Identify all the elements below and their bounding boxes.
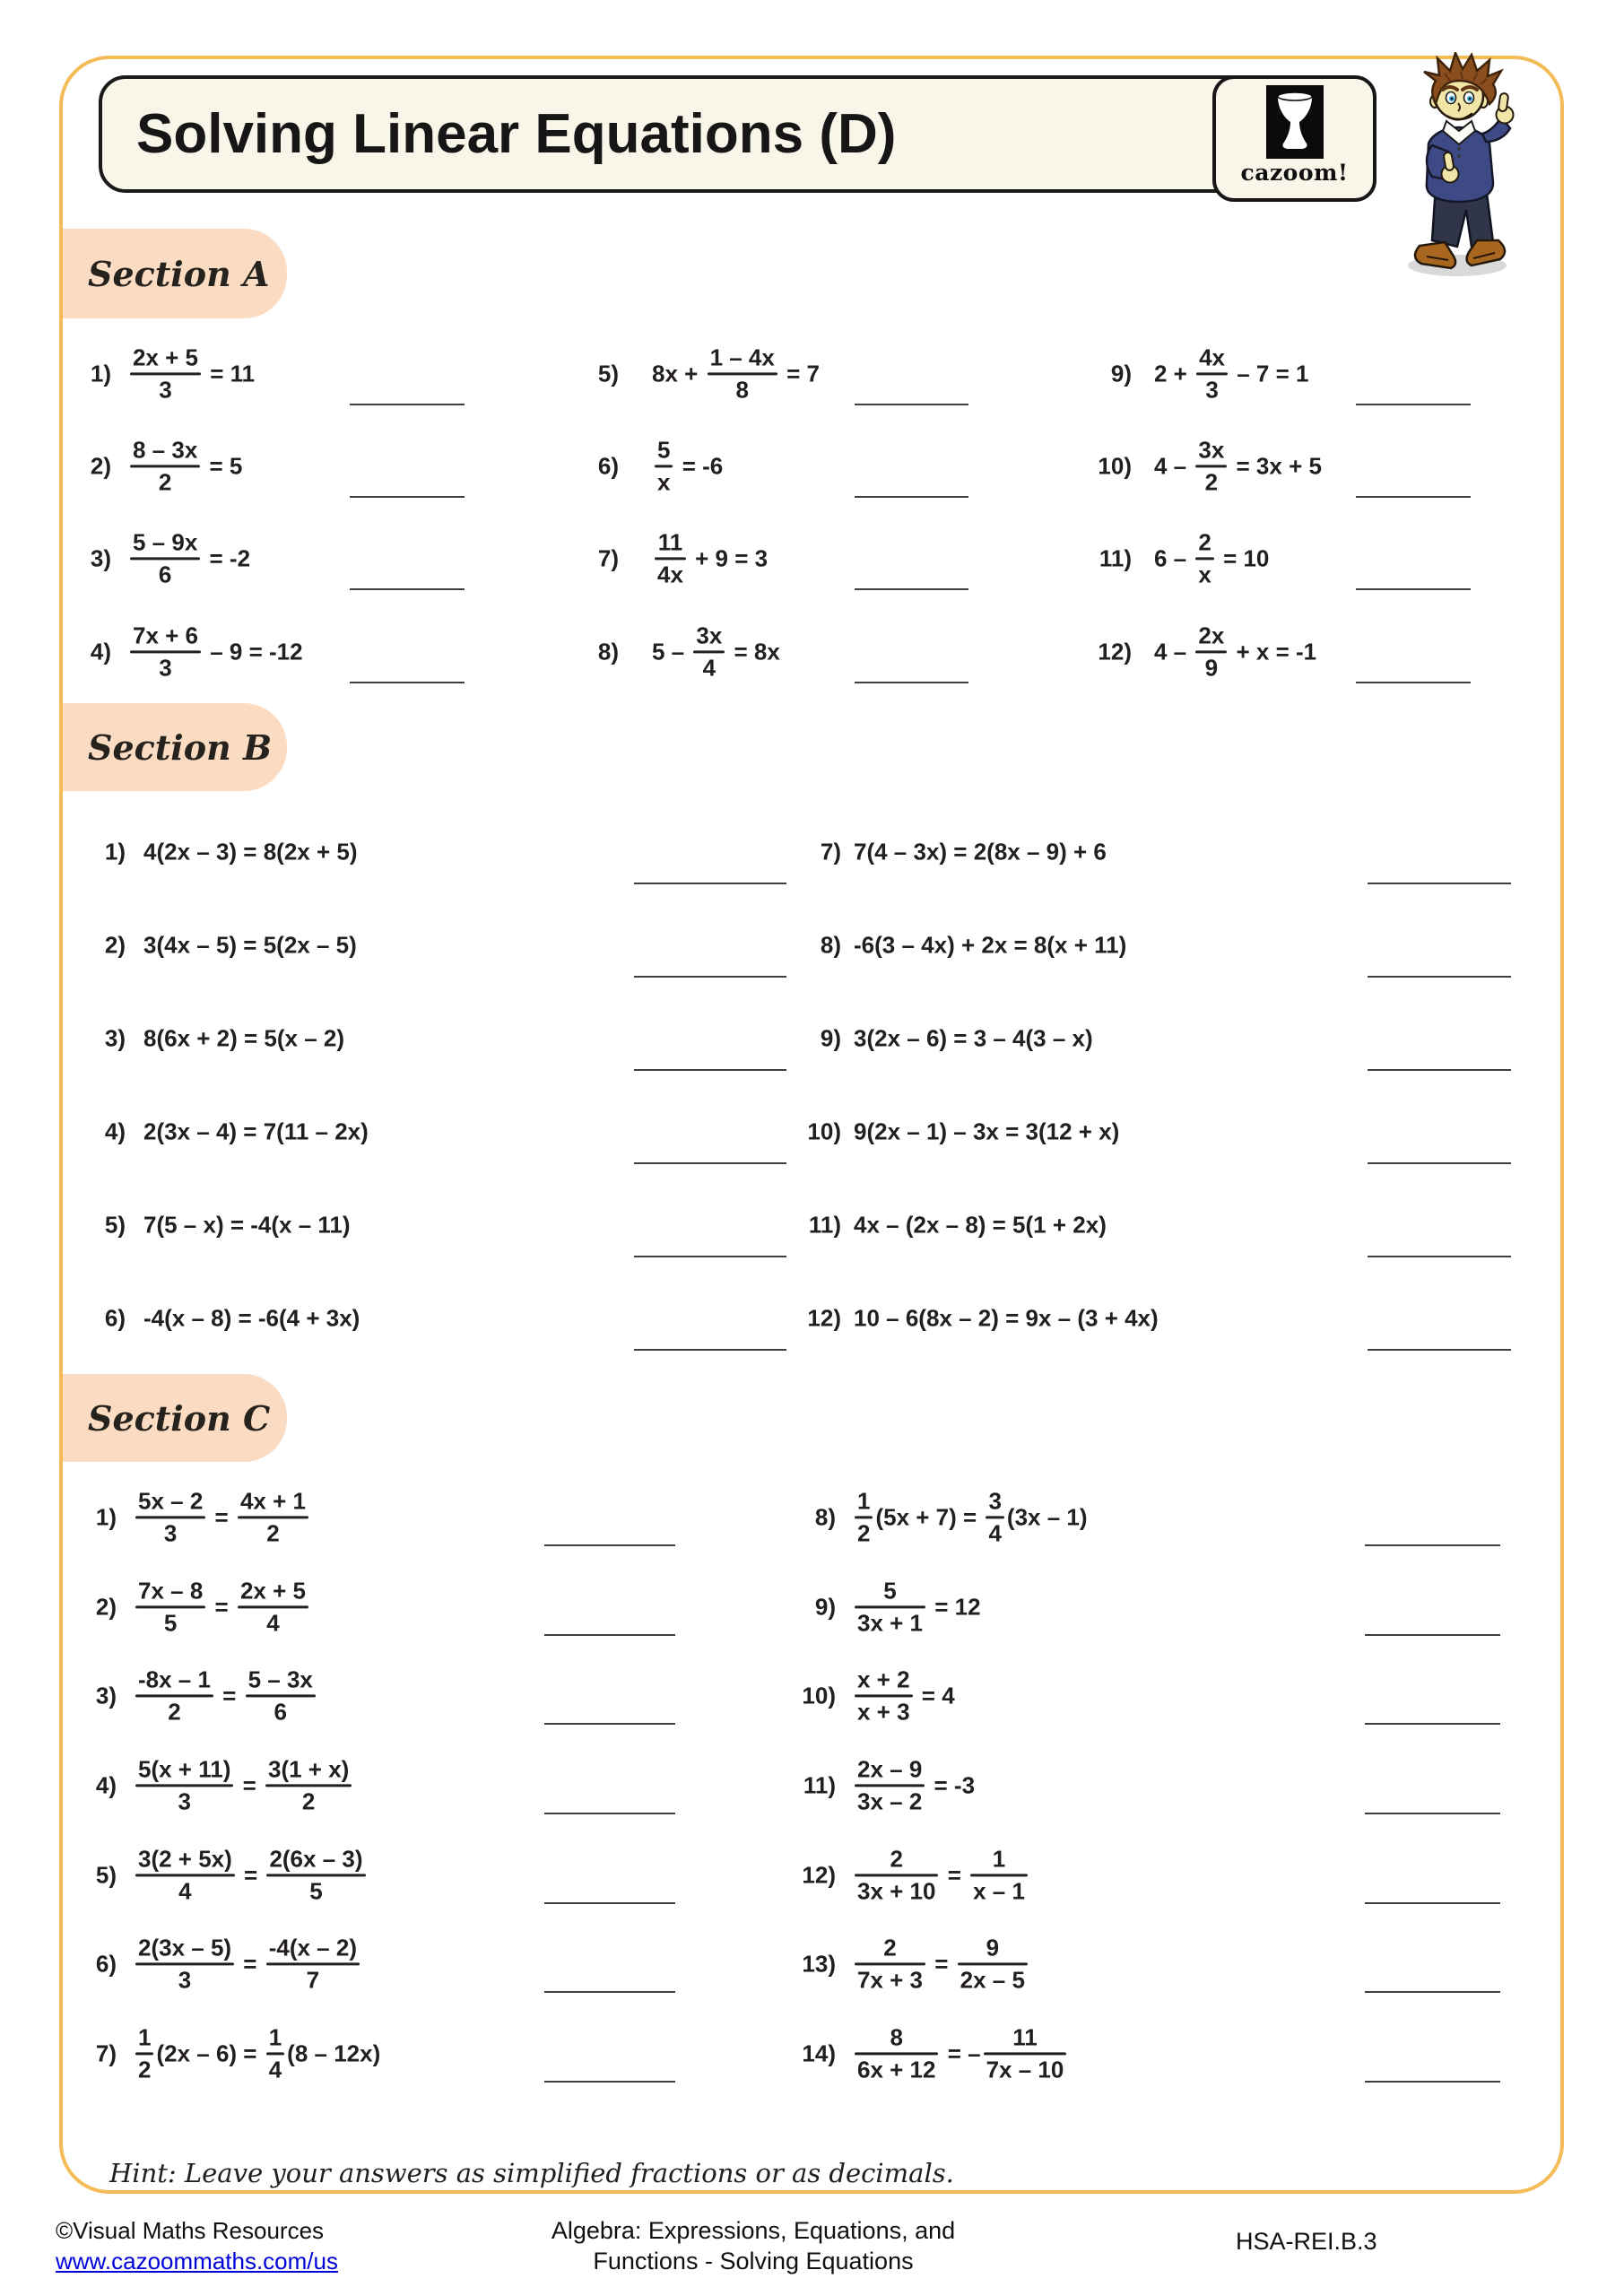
- equation: [852, 1846, 1030, 1904]
- equation-text: = 8x: [727, 638, 780, 665]
- fraction-denominator: 3x – 2: [857, 1787, 923, 1815]
- fraction-denominator: 4: [178, 1877, 192, 1905]
- question-number: 8): [820, 931, 841, 959]
- hint-text: Hint: Leave your answers as simplified fractions or as decimals.: [109, 2158, 954, 2188]
- fraction-denominator: x – 1: [973, 1877, 1025, 1905]
- question-number: 6): [104, 1304, 126, 1332]
- fraction: [986, 1488, 1003, 1546]
- fraction: [855, 2024, 938, 2083]
- fraction-numerator: 4x + 1: [239, 1487, 306, 1515]
- fraction-bar: [855, 1785, 925, 1787]
- equation-text: 7(5 – x) = -4(x – 11): [143, 1211, 351, 1239]
- fraction-numerator: 1: [268, 2023, 282, 2051]
- fraction-numerator: 2(6x – 3): [269, 1845, 363, 1873]
- question-number: 11): [808, 1211, 841, 1239]
- fraction-numerator: 3x: [696, 622, 723, 649]
- fraction: [266, 1846, 365, 1904]
- fraction-bar: [855, 1606, 925, 1609]
- subject-line-2: Functions - Solving Equations: [593, 2248, 914, 2274]
- fraction-denominator: 6: [274, 1698, 287, 1726]
- equation: [133, 1488, 311, 1546]
- fraction-bar: [266, 1963, 360, 1966]
- fraction-bar: [855, 1695, 913, 1698]
- fraction-numerator: x + 2: [857, 1665, 910, 1693]
- fraction: [970, 1846, 1028, 1904]
- fraction-numerator: -4(x – 2): [268, 1934, 357, 1961]
- fraction-denominator: 2: [301, 1787, 316, 1815]
- fraction-bar: [986, 1517, 1003, 1519]
- equation: [852, 2024, 1069, 2083]
- fraction-numerator: 5x – 2: [138, 1487, 204, 1515]
- fraction-denominator: 2: [138, 2056, 152, 2083]
- equation-text: + 9 = 3: [688, 544, 769, 572]
- fraction-bar: [855, 2053, 938, 2056]
- equation-text: – 7 = 1: [1230, 360, 1309, 387]
- answer-blank[interactable]: [544, 1634, 675, 1636]
- fraction: [855, 1756, 925, 1814]
- fraction-numerator: 2x + 5: [239, 1577, 306, 1605]
- equation-text: -6(3 – 4x) + 2x = 8(x + 11): [854, 931, 1127, 959]
- question-number: 7): [820, 838, 841, 865]
- equation-text: = 3x + 5: [1229, 452, 1322, 480]
- question-number: 4): [90, 638, 111, 665]
- equation-text: 9(2x – 1) – 3x = 3(12 + x): [854, 1118, 1120, 1145]
- fraction-bar: [135, 1785, 233, 1787]
- fraction: [266, 2024, 284, 2083]
- equation-text: 4 –: [1154, 638, 1194, 665]
- fraction-bar: [238, 1517, 308, 1519]
- fraction-bar: [266, 1874, 365, 1877]
- fraction-denominator: 3x + 10: [857, 1877, 936, 1905]
- equation-text: = -2: [203, 544, 251, 572]
- question-number: 13): [802, 1950, 836, 1978]
- fraction-denominator: x + 3: [857, 1698, 910, 1726]
- fraction-numerator: 5: [657, 436, 671, 464]
- fraction-numerator: 5 – 3x: [248, 1665, 313, 1693]
- fraction-numerator: 1 – 4x: [709, 344, 775, 371]
- question-number: 9): [820, 1024, 841, 1052]
- fraction-denominator: 2: [168, 1698, 181, 1726]
- equation-text: 2(3x – 4) = 7(11 – 2x): [143, 1118, 369, 1145]
- question-number: 1): [95, 1503, 117, 1531]
- fraction-denominator: 4: [988, 1519, 1002, 1547]
- answer-blank[interactable]: [1365, 1991, 1500, 1993]
- question-number: 5): [597, 360, 619, 387]
- equation: [852, 1756, 975, 1814]
- question-number: 9): [1110, 360, 1132, 387]
- fraction-bar: [135, 1695, 213, 1698]
- equation-text: (2x – 6) =: [156, 2039, 264, 2067]
- question-number: 3): [104, 1024, 126, 1052]
- fraction-numerator: 2x + 5: [133, 344, 199, 371]
- equation: [133, 2024, 380, 2083]
- fraction-bar: [970, 1874, 1028, 1877]
- equation-text: = 10: [1216, 544, 1270, 572]
- equation: [133, 1578, 311, 1636]
- fraction-bar: [135, 2053, 153, 2056]
- fraction-bar: [958, 1963, 1028, 1966]
- answer-blank[interactable]: [1365, 1634, 1500, 1636]
- fraction-bar: [855, 1874, 938, 1877]
- fraction-denominator: 3: [159, 654, 172, 682]
- question-number: 14): [802, 2039, 836, 2067]
- fraction-denominator: x: [1198, 561, 1211, 588]
- fraction-numerator: 5(x + 11): [138, 1755, 231, 1783]
- question-number: 12): [807, 1304, 841, 1332]
- fraction: [265, 1756, 352, 1814]
- fraction-denominator: 3: [178, 1966, 192, 1994]
- equation-text: 6 –: [1154, 544, 1194, 572]
- fraction: [855, 1846, 938, 1904]
- fraction-bar: [266, 2053, 284, 2056]
- answer-blank[interactable]: [1365, 1813, 1500, 1814]
- fraction-numerator: 5 – 9x: [133, 528, 198, 556]
- equation: [852, 1578, 981, 1636]
- fraction-numerator: 3(2 + 5x): [138, 1845, 232, 1873]
- answer-blank[interactable]: [544, 1991, 675, 1993]
- equation: [852, 1935, 1030, 1993]
- fraction: [135, 1488, 205, 1546]
- equation-text: =: [208, 1593, 235, 1621]
- fraction: [135, 2024, 153, 2083]
- cazoom-logo-text: cazoom!: [1240, 160, 1349, 186]
- fraction-bar: [135, 1963, 234, 1966]
- fraction-denominator: 3: [178, 1787, 191, 1815]
- question-number: 2): [95, 1593, 117, 1621]
- equation-text: 4(2x – 3) = 8(2x + 5): [143, 838, 358, 865]
- fraction: [135, 1578, 205, 1636]
- question-number: 6): [95, 1950, 117, 1978]
- fraction: [135, 1666, 213, 1725]
- question-number: 3): [95, 1682, 117, 1709]
- equation-text: =: [237, 1861, 265, 1889]
- credit-text: ©Visual Maths Resources: [56, 2217, 325, 2244]
- fraction-numerator: 3x: [1198, 436, 1225, 464]
- fraction: [266, 1935, 360, 1993]
- fraction: [135, 1846, 235, 1904]
- equation-text: 3(2x – 6) = 3 – 4(3 – x): [854, 1024, 1093, 1052]
- question-number: 5): [95, 1861, 117, 1889]
- equation-text: =: [208, 1503, 235, 1531]
- fraction-numerator: 2: [1198, 528, 1211, 556]
- equation: [133, 1935, 362, 1993]
- question-number: 4): [104, 1118, 126, 1145]
- equation-text: 3(4x – 5) = 5(2x – 5): [143, 931, 357, 959]
- fraction-numerator: 8: [890, 2023, 903, 2051]
- fraction-denominator: 6x + 12: [857, 2056, 936, 2083]
- fraction-bar: [984, 2053, 1067, 2056]
- website-link[interactable]: www.cazoommaths.com/us: [56, 2248, 338, 2274]
- fraction: [984, 2024, 1067, 2083]
- equation-text: 5 –: [652, 638, 691, 665]
- fraction-denominator: 2x – 5: [960, 1966, 1025, 1994]
- fraction-denominator: x: [657, 468, 671, 496]
- fraction-bar: [265, 1785, 352, 1787]
- fraction: [855, 1666, 913, 1725]
- answer-blank[interactable]: [544, 1723, 675, 1725]
- equation-text: = -6: [675, 452, 724, 480]
- fraction: [135, 1935, 234, 1993]
- fraction-denominator: 7: [306, 1966, 320, 1994]
- equation-text: 4 –: [1154, 452, 1194, 480]
- fraction-numerator: 1: [138, 2023, 152, 2051]
- fraction-numerator: 11: [1012, 2023, 1038, 2051]
- fraction-bar: [246, 1695, 316, 1698]
- equation-text: (5x + 7) =: [875, 1503, 984, 1531]
- fraction-bar: [855, 1963, 925, 1966]
- fraction-denominator: 4: [702, 654, 716, 682]
- fraction-denominator: 3: [159, 376, 172, 404]
- fraction-numerator: 2(3x – 5): [138, 1934, 232, 1961]
- fraction-numerator: 1: [992, 1845, 1006, 1873]
- fraction-numerator: 3(1 + x): [268, 1755, 350, 1783]
- fraction-bar: [135, 1606, 205, 1609]
- equation: [133, 1666, 318, 1725]
- answer-blank[interactable]: [1365, 1544, 1500, 1546]
- question-number: 11): [803, 1771, 836, 1799]
- fraction-denominator: 5: [163, 1609, 178, 1637]
- fraction-denominator: 3x + 1: [857, 1609, 924, 1637]
- fraction: [855, 1935, 925, 1993]
- fraction-numerator: 2x – 9: [857, 1755, 923, 1783]
- fraction-denominator: 5: [309, 1877, 323, 1905]
- fraction-denominator: 3: [1205, 376, 1219, 404]
- footer-credit: [56, 2215, 338, 2276]
- fraction-numerator: 1: [857, 1487, 871, 1515]
- equation-text: 8(6x + 2) = 5(x – 2): [143, 1024, 345, 1052]
- fraction-denominator: 4x: [657, 561, 683, 588]
- fraction: [855, 1488, 873, 1546]
- fraction-denominator: 2: [266, 1519, 280, 1547]
- section-b-label: Section B: [88, 726, 273, 768]
- answer-blank[interactable]: [1365, 1723, 1500, 1725]
- fraction: [238, 1488, 308, 1546]
- equation-text: = 4: [915, 1682, 955, 1709]
- question-number: 10): [1098, 452, 1132, 480]
- equation-text: + x = -1: [1229, 638, 1317, 665]
- fraction-bar: [135, 1874, 235, 1877]
- fraction-bar: [238, 1606, 308, 1609]
- question-number: 3): [90, 544, 111, 572]
- fraction-denominator: 9: [1204, 654, 1219, 682]
- fraction-bar: [135, 1517, 205, 1519]
- fraction-numerator: -8x – 1: [138, 1665, 211, 1693]
- fraction-numerator: 4x: [1199, 344, 1226, 371]
- equation: [133, 1756, 354, 1814]
- fraction-denominator: 3: [163, 1519, 178, 1547]
- equation-text: =: [928, 1950, 955, 1978]
- equation-text: =: [237, 1950, 264, 1978]
- equation-text: =: [236, 1771, 263, 1799]
- question-number: 9): [814, 1593, 836, 1621]
- fraction: [246, 1666, 316, 1725]
- equation-text: 8x +: [652, 360, 705, 387]
- answer-blank[interactable]: [544, 1813, 675, 1814]
- answer-blank[interactable]: [544, 1544, 675, 1546]
- question-number: 1): [104, 838, 126, 865]
- fraction-denominator: 2: [158, 468, 172, 496]
- question-number: 8): [597, 638, 619, 665]
- equation-text: =: [941, 1861, 968, 1889]
- question-number: 2): [104, 931, 126, 959]
- equation-text: (3x – 1): [1006, 1503, 1088, 1531]
- equation-text: 10 – 6(8x – 2) = 9x – (3 + 4x): [854, 1304, 1159, 1332]
- fraction-denominator: 4: [266, 1609, 280, 1637]
- equation-text: – 9 = -12: [204, 638, 303, 665]
- fraction-numerator: 11: [657, 528, 683, 556]
- question-number: 1): [90, 360, 111, 387]
- equation-text: -4(x – 8) = -6(4 + 3x): [143, 1304, 360, 1332]
- question-number: 7): [95, 2039, 117, 2067]
- footer-subject: [386, 2215, 1121, 2276]
- fraction-bar: [855, 1517, 873, 1519]
- question-number: 10): [802, 1682, 836, 1709]
- equation-text: = -3: [927, 1771, 976, 1799]
- fraction-numerator: 2x: [1198, 622, 1225, 649]
- answer-blank[interactable]: [544, 2081, 675, 2083]
- fraction-numerator: 2: [890, 1845, 903, 1873]
- fraction-denominator: 2: [857, 1519, 871, 1547]
- answer-blank[interactable]: [544, 1902, 675, 1904]
- section-c-label: Section C: [88, 1397, 271, 1439]
- equation: [852, 1666, 955, 1725]
- fraction: [855, 1578, 925, 1636]
- standard-code: HSA-REI.B.3: [1236, 2228, 1377, 2255]
- equation-text: 7(4 – 3x) = 2(8x – 9) + 6: [854, 838, 1107, 865]
- question-number: 2): [90, 452, 111, 480]
- fraction-numerator: 3: [988, 1487, 1002, 1515]
- fraction: [238, 1578, 308, 1636]
- question-number: 5): [104, 1211, 126, 1239]
- page-title: Solving Linear Equations (D): [136, 103, 897, 165]
- question-number: 7): [597, 544, 619, 572]
- question-number: 12): [1098, 638, 1132, 665]
- equation-text: =: [215, 1682, 243, 1709]
- fraction-denominator: 6: [158, 561, 172, 588]
- fraction-denominator: 4: [268, 2056, 282, 2083]
- equation-text: (8 – 12x): [287, 2039, 381, 2067]
- equation: [852, 1488, 1088, 1546]
- equation-text: 4x – (2x – 8) = 5(1 + 2x): [854, 1211, 1107, 1239]
- question-number: 11): [1099, 544, 1132, 572]
- answer-blank[interactable]: [1365, 1902, 1500, 1904]
- fraction: [958, 1935, 1028, 1993]
- fraction-denominator: 2: [1204, 468, 1219, 496]
- equation: [133, 1846, 369, 1904]
- equation-text: = 7: [779, 360, 820, 387]
- fraction-numerator: 7x + 6: [133, 622, 199, 649]
- fraction: [135, 1756, 233, 1814]
- question-number: 6): [597, 452, 619, 480]
- question-number: 12): [802, 1861, 836, 1889]
- equation-text: = 5: [203, 452, 243, 480]
- equation-text: = 11: [204, 360, 256, 387]
- question-number: 4): [95, 1771, 117, 1799]
- fraction-denominator: 8: [735, 376, 749, 404]
- equation-text: 2 +: [1154, 360, 1194, 387]
- fraction-numerator: 2: [883, 1934, 897, 1961]
- answer-blank[interactable]: [1365, 2081, 1500, 2083]
- question-number: 8): [814, 1503, 836, 1531]
- section-a-label: Section A: [88, 253, 270, 294]
- fraction-numerator: 9: [986, 1934, 1000, 1961]
- fraction-numerator: 8 – 3x: [133, 436, 198, 464]
- question-number: 10): [807, 1118, 841, 1145]
- fraction-numerator: 7x – 8: [138, 1577, 204, 1605]
- equation-text: = 12: [928, 1593, 981, 1621]
- fraction-denominator: 7x + 3: [857, 1966, 924, 1994]
- equation-text: = –: [941, 2039, 981, 2067]
- fraction-numerator: 5: [883, 1577, 897, 1605]
- subject-line-1: Algebra: Expressions, Equations, and: [551, 2217, 956, 2244]
- fraction-denominator: 7x – 10: [986, 2056, 1064, 2083]
